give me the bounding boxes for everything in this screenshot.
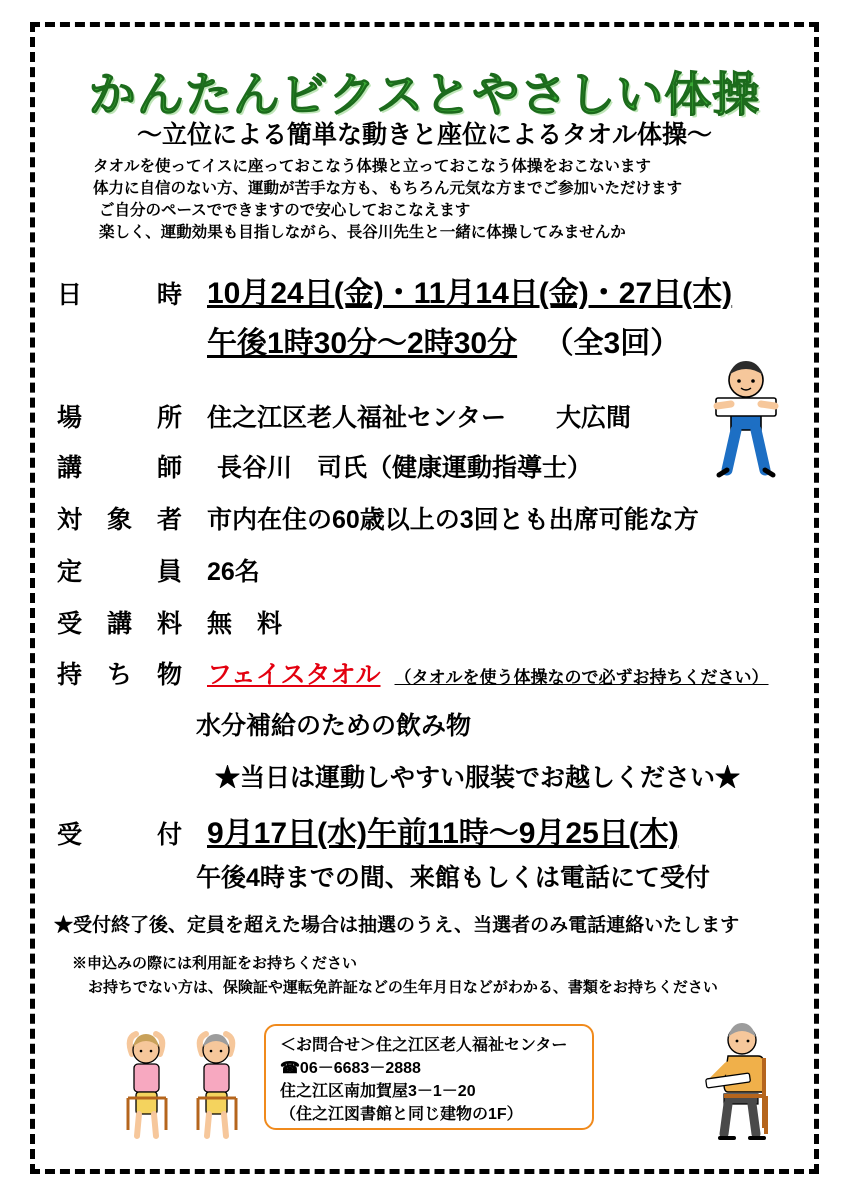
contact-box	[264, 1024, 594, 1130]
label-capacity: 定 員	[57, 558, 183, 586]
contact-phone: ☎06－6683－2888	[280, 1060, 421, 1077]
intro-line-2: 体力に自信のない方、運動が苦手な方も、もちろん元気な方までご参加いただけます	[93, 180, 683, 197]
note-card-line-1: ※申込みの際には利用証をお持ちください	[72, 955, 358, 972]
row-datetime	[57, 268, 732, 312]
value-capacity: 26名	[207, 558, 260, 586]
contact-heading: ＜お問合せ＞住之江区老人福祉センター	[280, 1037, 568, 1054]
value-bring-item: フェイスタオル	[207, 661, 381, 689]
row-target	[57, 500, 699, 536]
datetime-second-line	[207, 318, 680, 362]
row-fee	[57, 604, 282, 640]
value-bring-note: （タオルを使う体操なので必ずお持ちください）	[394, 668, 769, 687]
label-reception: 受 付	[57, 821, 183, 849]
row-bring	[57, 655, 769, 691]
page-subtitle: ～立位による簡単な動きと座位によるタオル体操～	[136, 121, 712, 149]
note-card-line-2: お持ちでない方は、保険証や運転免許証などの生年月日などがわかる、書類をお持ちください	[88, 979, 718, 996]
value-lecturer: 長谷川 司氏（健康運動指導士）	[217, 454, 593, 482]
intro-line-1: タオルを使ってイスに座っておこなう体操と立っておこなう体操をおこないます	[93, 158, 651, 175]
seated-towel-illustration	[680, 1018, 800, 1148]
value-reception-second-line: 午後4時までの間、来館もしくは電話にて受付	[196, 864, 710, 892]
note-lottery: ★受付終了後、定員を超えた場合は抽選のうえ、当選者のみ電話連絡いたします	[54, 915, 740, 936]
value-place: 住之江区老人福祉センター 大広間	[207, 404, 632, 432]
value-datetime-time: 午後1時30分～2時30分	[207, 327, 518, 360]
intro-line-3: ご自分のペースでできますので安心しておこなえます	[99, 202, 471, 219]
contact-address: 住之江区南加賀屋3－1－20	[280, 1083, 476, 1100]
label-fee: 受 講 料	[57, 610, 183, 638]
value-datetime: 10月24日(金)・11月14日(金)・27日(木)	[207, 277, 733, 310]
page-title: かんたんビクスとやさしい体操	[88, 68, 761, 121]
row-capacity	[57, 552, 260, 588]
seated-stretch-illustration	[106, 1020, 266, 1145]
towel-exercise-illustration	[686, 360, 806, 490]
intro-line-4: 楽しく、運動効果も目指しながら、長谷川先生と一緒に体操してみませんか	[99, 224, 626, 241]
value-target: 市内在住の60歳以上の3回とも出席可能な方	[207, 506, 699, 534]
row-reception	[57, 808, 679, 852]
contact-building: （住之江図書館と同じ建物の1F）	[280, 1106, 523, 1123]
value-datetime-count: （全3回）	[543, 327, 681, 360]
label-place: 場 所	[57, 404, 183, 432]
value-reception: 9月17日(水)午前11時～9月25日(木)	[207, 817, 679, 850]
row-lecturer	[57, 448, 592, 484]
label-lecturer: 講 師	[57, 454, 183, 482]
value-fee: 無 料	[207, 610, 283, 638]
note-card-block	[72, 952, 718, 1000]
row-place	[57, 398, 631, 434]
label-datetime: 日 時	[57, 281, 183, 309]
value-bring-drink: 水分補給のための飲み物	[196, 712, 472, 740]
intro-paragraph	[93, 156, 793, 244]
value-bring-clothing: ★当日は運動しやすい服装でお越しください★	[215, 764, 741, 792]
label-target: 対 象 者	[57, 506, 183, 534]
label-bring: 持 ち 物	[57, 661, 183, 689]
